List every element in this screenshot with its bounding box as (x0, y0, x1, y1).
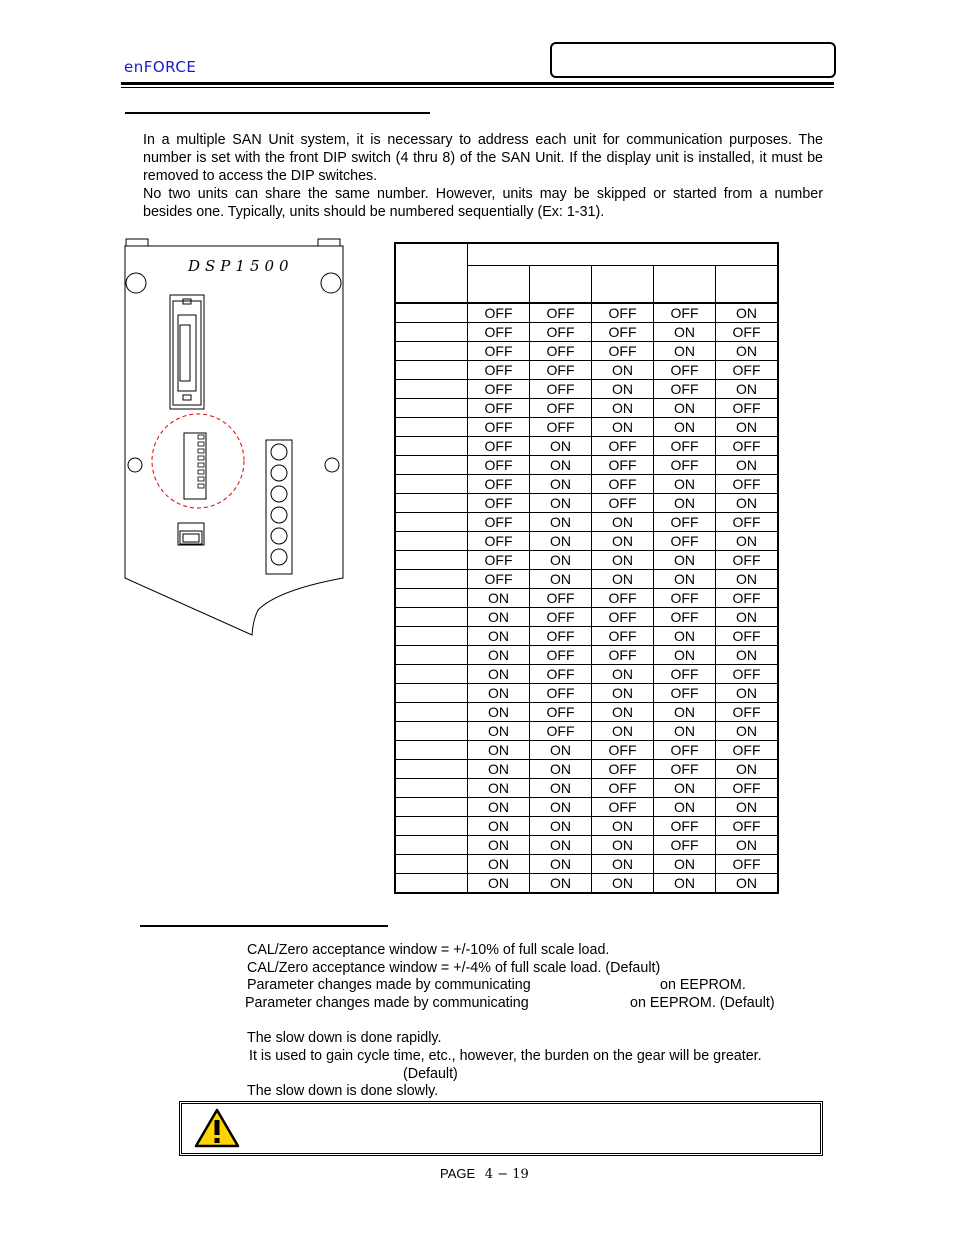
warning-box (179, 1101, 823, 1156)
switch-state-cell: OFF (654, 836, 716, 855)
switch-state-cell: OFF (530, 608, 592, 627)
switch-state-cell: OFF (468, 303, 530, 323)
switch-state-cell: OFF (530, 665, 592, 684)
table-row (395, 399, 778, 418)
switch-state-cell: ON (530, 798, 592, 817)
switch-state-cell: OFF (592, 342, 654, 361)
switch-state-cell: ON (654, 570, 716, 589)
switch-state-cell: ON (716, 532, 779, 551)
unit-number-cell (395, 855, 468, 874)
switch-6-header (592, 266, 654, 304)
switch-state-cell: OFF (654, 513, 716, 532)
table-row (395, 722, 778, 741)
switch-state-cell: OFF (592, 741, 654, 760)
switch-state-cell: OFF (530, 342, 592, 361)
switch-state-cell: OFF (592, 456, 654, 475)
switch-state-cell: OFF (716, 361, 779, 380)
table-row (395, 855, 778, 874)
switch-state-cell: ON (654, 703, 716, 722)
param-change-1-suffix: on EEPROM. (660, 977, 746, 993)
switch-state-cell: OFF (716, 703, 779, 722)
switch-state-cell: ON (468, 722, 530, 741)
switch-state-cell: ON (592, 722, 654, 741)
slowdown-slow: The slow down is done slowly. (247, 1083, 439, 1099)
slowdown-rapid: The slow down is done rapidly. (247, 1030, 442, 1046)
table-row (395, 608, 778, 627)
table-row (395, 437, 778, 456)
param-change-2-suffix: on EEPROM. (Default) (630, 995, 775, 1011)
switch-state-cell: ON (592, 836, 654, 855)
switch-state-cell: OFF (654, 380, 716, 399)
switch-state-cell: OFF (468, 399, 530, 418)
unit-number-header (395, 243, 468, 303)
switch-state-cell: OFF (654, 456, 716, 475)
table-row (395, 798, 778, 817)
switch-state-cell: ON (716, 608, 779, 627)
switch-state-cell: OFF (592, 779, 654, 798)
switch-state-cell: OFF (468, 532, 530, 551)
cal-window-10: CAL/Zero acceptance window = +/-10% of full scale load. (247, 942, 610, 958)
switch-state-cell: ON (530, 494, 592, 513)
table-row (395, 741, 778, 760)
section-heading-rule (125, 112, 430, 114)
switch-state-cell: OFF (592, 475, 654, 494)
switch-state-cell: OFF (716, 323, 779, 342)
table-row (395, 551, 778, 570)
unit-number-cell (395, 741, 468, 760)
table-row (395, 874, 778, 894)
dip-switch-table (394, 242, 779, 894)
switch-state-cell: ON (530, 570, 592, 589)
unit-number-cell (395, 646, 468, 665)
unit-number-cell (395, 475, 468, 494)
switch-state-cell: OFF (654, 817, 716, 836)
slowdown-rapid-note: It is used to gain cycle time, etc., however, the burden on the gear will be greater. (249, 1048, 762, 1064)
cal-window-4: CAL/Zero acceptance window = +/-4% of full scale load. (Default) (247, 960, 661, 976)
switch-state-cell: ON (654, 627, 716, 646)
switch-state-cell: ON (530, 513, 592, 532)
table-row (395, 513, 778, 532)
switch-state-cell: OFF (530, 627, 592, 646)
unit-number-cell (395, 817, 468, 836)
table-row (395, 303, 778, 323)
company-logo: enFORCE (124, 58, 197, 76)
switch-state-cell: ON (530, 760, 592, 779)
table-row (395, 361, 778, 380)
switch-state-cell: ON (716, 874, 779, 894)
unit-number-cell (395, 456, 468, 475)
unit-number-cell (395, 665, 468, 684)
switch-7-header (654, 266, 716, 304)
table-row (395, 475, 778, 494)
switch-state-cell: ON (468, 874, 530, 894)
switch-state-cell: ON (592, 551, 654, 570)
section-heading-rule-2 (140, 925, 388, 927)
switch-state-cell: OFF (654, 684, 716, 703)
switch-state-cell: ON (716, 760, 779, 779)
switch-state-cell: ON (592, 817, 654, 836)
switch-state-cell: OFF (716, 437, 779, 456)
switch-state-cell: OFF (468, 323, 530, 342)
table-row (395, 627, 778, 646)
unit-number-cell (395, 494, 468, 513)
switch-state-cell: ON (716, 722, 779, 741)
switch-state-cell: OFF (716, 589, 779, 608)
switch-state-cell: ON (654, 798, 716, 817)
switch-state-cell: ON (530, 532, 592, 551)
switch-state-cell: ON (592, 570, 654, 589)
unit-number-cell (395, 361, 468, 380)
switch-state-cell: ON (654, 475, 716, 494)
switch-state-cell: OFF (530, 703, 592, 722)
switch-state-cell: ON (654, 722, 716, 741)
switch-state-cell: OFF (468, 475, 530, 494)
switch-state-cell: ON (468, 703, 530, 722)
switch-4-header (468, 266, 530, 304)
switch-state-cell: OFF (530, 361, 592, 380)
intro-paragraph-2: No two units can share the same number. However, units may be skipped or started from a number besides one. Typically, units should be numbered sequentially (Ex: 1-31). (143, 186, 823, 220)
switch-state-cell: OFF (592, 646, 654, 665)
table-row (395, 570, 778, 589)
switch-state-cell: ON (716, 342, 779, 361)
switch-state-cell: ON (468, 798, 530, 817)
switch-state-cell: OFF (716, 551, 779, 570)
switch-state-cell: ON (530, 437, 592, 456)
header-rule (121, 82, 834, 85)
switch-state-cell: OFF (592, 608, 654, 627)
switch-state-cell: ON (654, 551, 716, 570)
switch-state-cell: OFF (530, 646, 592, 665)
switch-state-cell: ON (468, 684, 530, 703)
unit-number-cell (395, 836, 468, 855)
unit-number-cell (395, 342, 468, 361)
switch-state-cell: OFF (654, 532, 716, 551)
table-row (395, 342, 778, 361)
switch-state-cell: OFF (592, 303, 654, 323)
header-rule-thin (121, 87, 834, 88)
table-row (395, 589, 778, 608)
unit-number-cell (395, 513, 468, 532)
switch-state-cell: ON (716, 418, 779, 437)
switch-state-cell: OFF (654, 665, 716, 684)
switch-state-cell: OFF (716, 779, 779, 798)
switch-state-cell: ON (716, 836, 779, 855)
unit-number-cell (395, 418, 468, 437)
unit-number-cell (395, 570, 468, 589)
switch-state-cell: ON (592, 380, 654, 399)
switch-state-cell: ON (468, 741, 530, 760)
switch-state-cell: OFF (592, 323, 654, 342)
switch-state-cell: OFF (530, 684, 592, 703)
switch-state-cell: ON (716, 684, 779, 703)
switch-state-cell: ON (716, 456, 779, 475)
switch-state-cell: ON (468, 760, 530, 779)
unit-number-cell (395, 437, 468, 456)
param-change-1-label: Parameter changes made by communicating (247, 977, 531, 993)
switch-state-cell: ON (592, 418, 654, 437)
switch-state-cell: OFF (468, 342, 530, 361)
switch-state-cell: OFF (716, 399, 779, 418)
switch-state-cell: OFF (530, 418, 592, 437)
switch-state-cell: ON (530, 855, 592, 874)
table-row (395, 684, 778, 703)
unit-number-cell (395, 380, 468, 399)
switch-state-cell: OFF (654, 437, 716, 456)
switch-state-cell: ON (468, 646, 530, 665)
unit-number-cell (395, 722, 468, 741)
switch-state-cell: ON (654, 323, 716, 342)
switch-state-cell: OFF (468, 570, 530, 589)
switch-state-cell: ON (468, 627, 530, 646)
table-row (395, 323, 778, 342)
switch-state-cell: ON (530, 874, 592, 894)
intro-paragraph-1: In a multiple SAN Unit system, it is necessary to address each unit for communication purposes. The number is set with the front DIP switch (4 thru 8) of the SAN Unit. If the display unit is installed, it must be removed to access the DIP switches. (143, 132, 823, 184)
model-label: DSP1500 (188, 257, 294, 275)
switch-state-cell: ON (716, 380, 779, 399)
switch-state-cell: ON (592, 361, 654, 380)
switch-state-cell: OFF (592, 437, 654, 456)
table-row (395, 380, 778, 399)
switch-state-cell: ON (654, 342, 716, 361)
table-row (395, 532, 778, 551)
switch-state-cell: OFF (468, 494, 530, 513)
page-label: PAGE (440, 1166, 476, 1181)
switch-state-cell: ON (716, 570, 779, 589)
unit-number-cell (395, 589, 468, 608)
table-row (395, 703, 778, 722)
switch-state-cell: ON (468, 817, 530, 836)
page-number: 4 − 19 (484, 1167, 529, 1182)
switch-state-cell: ON (468, 608, 530, 627)
switch-state-cell: ON (592, 684, 654, 703)
switch-state-cell: OFF (530, 589, 592, 608)
switch-state-cell: ON (592, 703, 654, 722)
header-title-box (550, 42, 836, 78)
table-row (395, 665, 778, 684)
switch-state-cell: ON (716, 303, 779, 323)
switch-state-cell: OFF (716, 665, 779, 684)
unit-number-cell (395, 684, 468, 703)
switch-state-cell: OFF (716, 817, 779, 836)
switch-state-cell: ON (654, 494, 716, 513)
switch-state-cell: OFF (716, 513, 779, 532)
switch-state-cell: ON (530, 741, 592, 760)
switch-state-cell: ON (654, 874, 716, 894)
san-unit-diagram (118, 235, 353, 640)
switch-state-cell: OFF (654, 741, 716, 760)
switch-state-cell: ON (468, 665, 530, 684)
switch-state-cell: ON (530, 779, 592, 798)
switch-state-cell: OFF (468, 361, 530, 380)
switch-state-cell: OFF (530, 323, 592, 342)
switch-5-header (530, 266, 592, 304)
switch-state-cell: OFF (468, 437, 530, 456)
switch-state-cell: OFF (468, 456, 530, 475)
switch-state-cell: ON (654, 646, 716, 665)
switch-state-cell: OFF (530, 380, 592, 399)
switch-state-cell: ON (654, 855, 716, 874)
switch-state-cell: OFF (592, 589, 654, 608)
switch-state-cell: OFF (592, 760, 654, 779)
switch-state-cell: ON (716, 646, 779, 665)
switch-state-cell: OFF (468, 418, 530, 437)
unit-number-cell (395, 323, 468, 342)
unit-number-cell (395, 874, 468, 894)
switch-state-cell: OFF (592, 798, 654, 817)
switch-state-cell: ON (654, 399, 716, 418)
switch-state-cell: OFF (468, 513, 530, 532)
param-change-2-label: Parameter changes made by communicating (245, 995, 529, 1011)
unit-number-cell (395, 532, 468, 551)
default-label: (Default) (403, 1066, 458, 1082)
switch-state-cell: ON (530, 475, 592, 494)
switch-state-cell: ON (592, 855, 654, 874)
switch-state-cell: ON (592, 874, 654, 894)
switch-state-cell: ON (530, 817, 592, 836)
switch-state-cell: ON (468, 855, 530, 874)
switch-state-cell: OFF (530, 722, 592, 741)
switch-state-cell: ON (592, 513, 654, 532)
switch-state-cell: OFF (468, 551, 530, 570)
switch-state-cell: OFF (716, 741, 779, 760)
switch-state-cell: OFF (654, 361, 716, 380)
switch-state-cell: ON (468, 836, 530, 855)
switch-state-cell: OFF (592, 494, 654, 513)
unit-number-cell (395, 760, 468, 779)
unit-number-cell (395, 551, 468, 570)
table-header-row (395, 243, 778, 266)
table-row (395, 760, 778, 779)
unit-number-cell (395, 779, 468, 798)
page-footer (440, 1166, 529, 1182)
switch-state-cell: OFF (654, 608, 716, 627)
switch-state-cell: ON (468, 589, 530, 608)
switch-state-cell: ON (716, 494, 779, 513)
switch-state-cell: ON (530, 456, 592, 475)
switch-state-cell: OFF (716, 855, 779, 874)
unit-number-cell (395, 399, 468, 418)
switch-state-cell: OFF (654, 760, 716, 779)
switch-state-cell: ON (654, 418, 716, 437)
intro-text (143, 131, 823, 221)
warning-icon (194, 1108, 240, 1148)
table-row (395, 646, 778, 665)
switch-state-cell: ON (468, 779, 530, 798)
table-row (395, 494, 778, 513)
table-row (395, 836, 778, 855)
unit-number-cell (395, 608, 468, 627)
switch-state-cell: ON (592, 665, 654, 684)
unit-number-cell (395, 798, 468, 817)
switch-state-cell: OFF (654, 589, 716, 608)
unit-number-cell (395, 627, 468, 646)
table-row (395, 779, 778, 798)
switch-state-cell: OFF (530, 303, 592, 323)
switch-state-cell: OFF (530, 399, 592, 418)
switch-state-cell: ON (654, 779, 716, 798)
switch-state-cell: ON (716, 798, 779, 817)
table-row (395, 817, 778, 836)
switch-state-cell: OFF (716, 475, 779, 494)
switch-state-cell: OFF (592, 627, 654, 646)
switch-state-cell: ON (530, 551, 592, 570)
switch-state-cell: OFF (716, 627, 779, 646)
switch-state-cell: OFF (468, 380, 530, 399)
switch-8-header (716, 266, 779, 304)
table-row (395, 418, 778, 437)
unit-number-cell (395, 703, 468, 722)
switch-state-cell: ON (530, 836, 592, 855)
switch-state-cell: ON (592, 532, 654, 551)
dip-switch-header (468, 243, 779, 266)
table-row (395, 456, 778, 475)
unit-number-cell (395, 303, 468, 323)
switch-state-cell: OFF (654, 303, 716, 323)
switch-state-cell: ON (592, 399, 654, 418)
